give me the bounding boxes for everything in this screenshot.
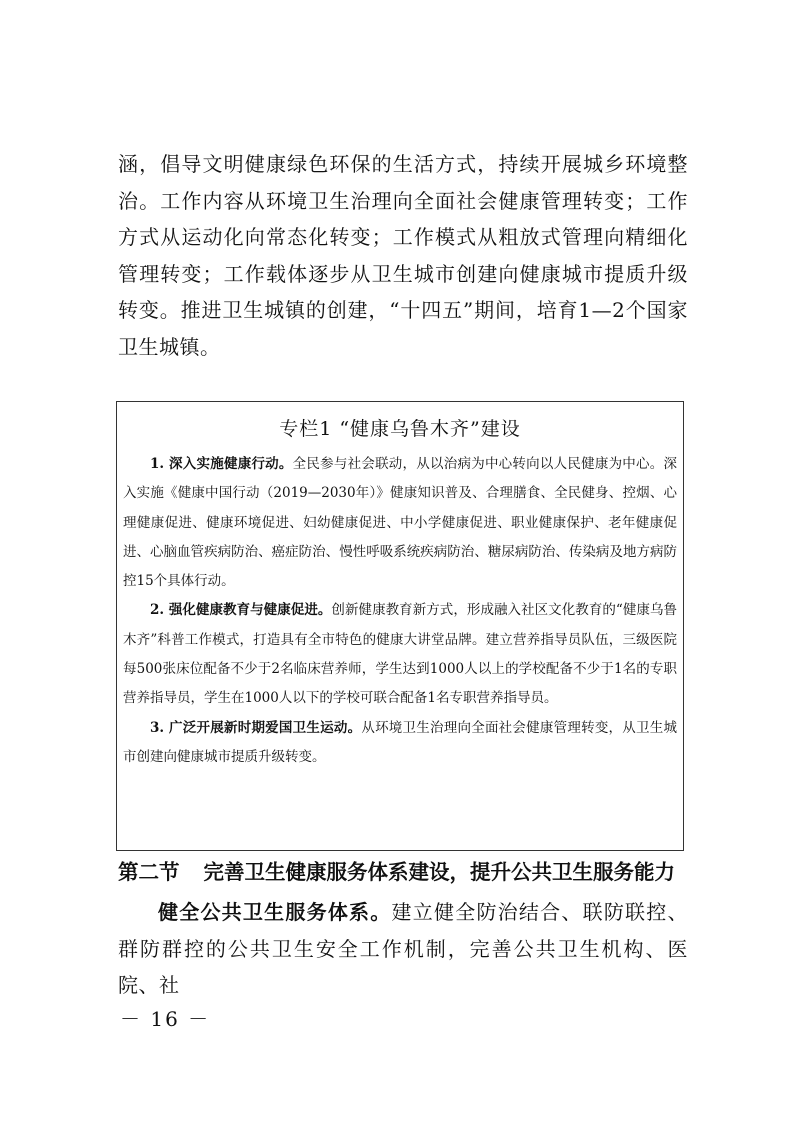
section-number: 第二节 [118,860,180,884]
column-box [116,401,684,851]
column-item-text: 创新健康教育新方式，形成融入社区文化教育的“健康乌鲁木齐”科普工作模式，打造具有全市特色的健康大讲堂品牌。建立营养指导员队伍，三级医院每500张床位配备不少于2名临床营养师，学生达到1000人以上的学校配备不少于1名的专职营养指导员，学生在1000人以下的学校可联合配备1名专职营养指导员。 [123,602,678,707]
bottom-paragraph [118,894,688,1004]
column-item-lead: 2. 强化健康教育与健康促进。 [150,602,332,619]
bottom-paragraph-body: 建立健全防治结合、联防联控、群防群控的公共卫生安全工作机制，完善公共卫生机构、医院、社 [118,900,689,997]
column-item-text: 全民参与社会联动，从以治病为中心转向以人民健康为中心。深入实施《健康中国行动（2019—2030年）》健康知识普及、合理膳食、全民健身、控烟、心理健康促进、健康环境促进、妇幼健康促进、中小学健康促进、职业健康保护、老年健康促进、心脑血管疾病防治、癌症防治、慢性呼吸系统疾病防治、糖尿病防治、传染病及地方病防控15个具体行动。 [123,456,678,590]
top-paragraph-text: 涵，倡导文明健康绿色环保的生活方式，持续开展城乡环境整治。工作内容从环境卫生治理向全面社会健康管理转变；工作方式从运动化向常态化转变；工作模式从粗放式管理向精细化管理转变；工作载体逐步从卫生城市创建向健康城市提质升级转变。推进卫生城镇的创建，“十四五”期间，培育1—2个国家卫生城镇。 [118,152,688,359]
column-box-title: 专栏1 “健康乌鲁木齐”建设 [279,418,521,440]
column-box-body [123,450,677,772]
page-number: － 16 － [120,1007,211,1031]
column-item-lead: 3. 广泛开展新时期爱国卫生运动。 [150,719,362,736]
column-item [123,596,677,713]
bottom-paragraph-lead: 健全公共卫生服务体系。 [158,900,392,924]
column-item-lead: 1. 深入实施健康行动。 [150,456,293,472]
column-item [123,714,677,773]
section-heading [118,859,698,885]
column-item [123,450,677,596]
top-paragraph [118,146,688,365]
column-item-text: 从环境卫生治理向全面社会健康管理转变，从卫生城市创建向健康城市提质升级转变。 [123,719,678,765]
bottom-paragraph-text [118,894,688,1004]
section-title: 完善卫生健康服务体系建设，提升公共卫生服务能力 [203,860,675,884]
